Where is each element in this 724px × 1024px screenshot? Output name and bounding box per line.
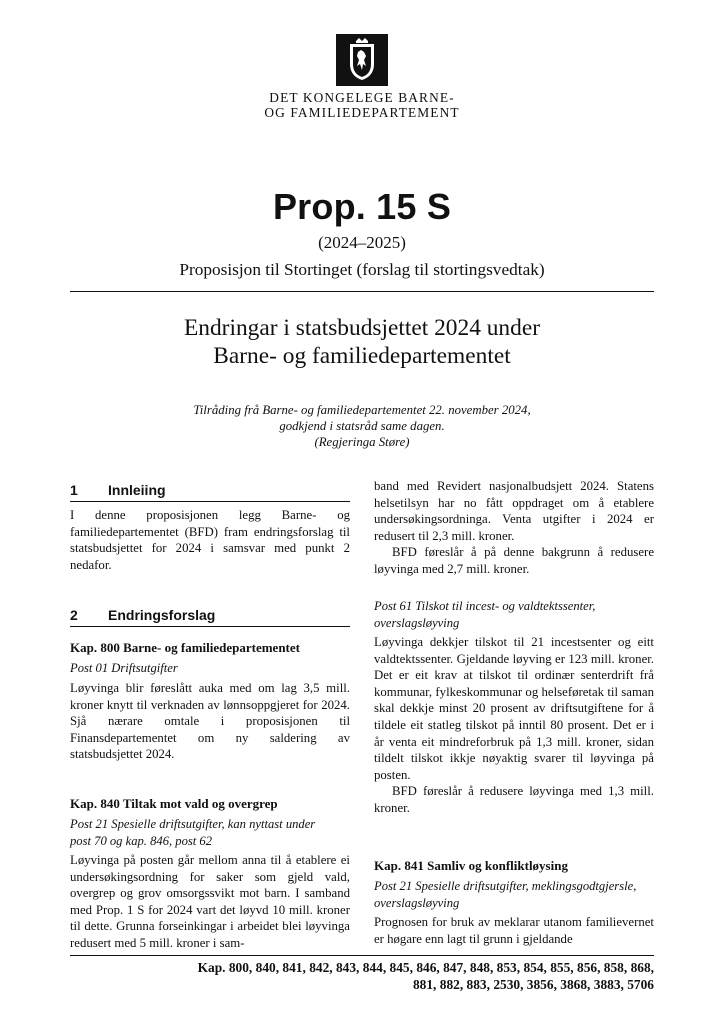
recommendation-line-2: godkjend i statsråd same dagen.: [279, 419, 445, 433]
post-61-text-2: BFD føreslår å redusere løyvinga med 1,3 mill. kroner.: [374, 784, 654, 815]
department-line-1: DET KONGELEGE BARNE-: [269, 90, 455, 105]
kap-840-post-line-1: Post 21 Spesielle driftsutgifter, kan nyttast under: [70, 817, 316, 831]
kap-841-post-line-1: Post 21 Spesielle driftsutgifter, meklingsgodtgjersle,: [374, 879, 637, 893]
coat-of-arms-icon: [336, 34, 388, 86]
kap-840-body: [70, 852, 350, 952]
recommendation-note: [110, 402, 614, 450]
section-1-title: Innleiing: [108, 482, 166, 498]
section-1-text: I denne proposisjonen legg Barne- og familiedepartementet (BFD) fram endringsforslag til statsbudsjettet for 2024 i samsvar med punkt 2 nedafor.: [70, 508, 350, 572]
kap-841-post: [374, 878, 654, 911]
kap-841-body: [374, 914, 654, 947]
document-title: [90, 314, 634, 370]
kap-840-post-line-2: post 70 og kap. 846, post 62: [70, 833, 213, 848]
department-name: [200, 90, 524, 120]
post-61-body: [374, 634, 654, 817]
kap-841-heading: Kap. 841 Samliv og konfliktløysing: [374, 858, 568, 873]
recommendation-line-3: (Regjeringa Støre): [314, 435, 410, 449]
section-2-heading: [70, 607, 350, 623]
kap-800-heading: Kap. 800 Barne- og familiedepartementet: [70, 640, 300, 655]
proposition-year: (2024–2025): [318, 233, 406, 252]
footer-chapter-list: [70, 959, 654, 993]
section-2-rule: [70, 626, 350, 627]
kap-840-post: [70, 816, 350, 849]
post-61-heading: [374, 598, 654, 631]
footer-line-1: Kap. 800, 840, 841, 842, 843, 844, 845, 846, 847, 848, 853, 854, 855, 856, 858, 868,: [197, 960, 654, 975]
footer-line-2: 881, 882, 883, 2530, 3856, 3868, 3883, 5706: [412, 977, 654, 992]
kap-800-body: [70, 680, 350, 763]
recommendation-line-1: Tilråding frå Barne- og familiedepartementet 22. november 2024,: [193, 403, 531, 417]
kap-841-text: Prognosen for bruk av meklarar utanom familievernet er høgare enn lagt til grunn i gjeldande: [374, 915, 654, 946]
proposition-title: Prop. 15 S: [272, 186, 452, 227]
continuation-text: band med Revidert nasjonalbudsjett 2024. Statens helsetilsyn har no fått oppdraget om å etablere undersøkingsordninga. Venta utgifter i 2024 er redusert til 2,3 mill. kroner.: [374, 479, 654, 543]
kap-800-post: Post 01 Driftsutgifter: [70, 661, 178, 675]
right-column-continuation: [374, 478, 654, 578]
kap-841-post-line-2: overslagsløyving: [374, 895, 460, 910]
section-1-body: [70, 507, 350, 573]
document-title-line-2: Barne- og familiedepartementet: [213, 343, 511, 369]
section-1-rule: [70, 501, 350, 502]
kap-840-heading: Kap. 840 Tiltak mot vald og overgrep: [70, 796, 278, 811]
department-line-2: OG FAMILIEDEPARTEMENT: [264, 105, 460, 120]
section-2-number: 2: [70, 607, 78, 623]
section-1-heading: [70, 482, 350, 498]
footer-divider: [70, 955, 654, 956]
document-title-line-1: Endringar i statsbudsjettet 2024 under: [184, 315, 540, 341]
kap-800-text: Løyvinga blir føreslått auka med om lag 3,5 mill. kroner knytt til verknaden av lønnsoppgjeret for 2024. Sjå nærare omtale i proposisjonen til Finansdepartementet om ny saldering av statsbudsjettet 2024.: [70, 681, 350, 762]
section-1-number: 1: [70, 482, 78, 498]
section-2-title: Endringsforslag: [108, 607, 216, 623]
post-61-line-1: Post 61 Tilskot til incest- og valdtektssenter,: [374, 599, 596, 613]
proposition-subtitle: Proposisjon til Stortinget (forslag til stortingsvedtak): [179, 260, 545, 279]
post-61-text: Løyvinga dekkjer tilskot til 21 incestsenter og eitt valdtektssenter. Gjeldande løyving er 123 mill. kroner. Det er eit krav at tilskot til ordinær senterdrift frå kommunar, fylkeskommunar og helseføretak til saman skal dekkje minst 20 prosent av driftsutgiftene for å tildele eit statleg tilskot på inntil 80 prosent. Det er i år venta eit mindreforbruk på 1,3 mill. kroner, sidan tildelt tilskot ikkje nøyaktig svarer til løyvinga på posten.: [374, 635, 654, 782]
post-61-line-2: overslagsløyving: [374, 615, 460, 630]
continuation-text-2: BFD føreslår å på denne bakgrunn å redusere løyvinga med 2,7 mill. kroner.: [374, 545, 654, 576]
top-divider: [70, 291, 654, 292]
kap-840-text: Løyvinga på posten går mellom anna til å etablere ei undersøkingsordning for saker som gjeld vald, overgrep og grov omsorgssvikt mot barn. I samband med Prop. 1 S for 2024 vart det løyvd 10 mill. kroner til dette. Grunna forseinkingar i arbeidet blei løyvinga redusert med 5 mill. kroner i sam-: [70, 853, 350, 950]
